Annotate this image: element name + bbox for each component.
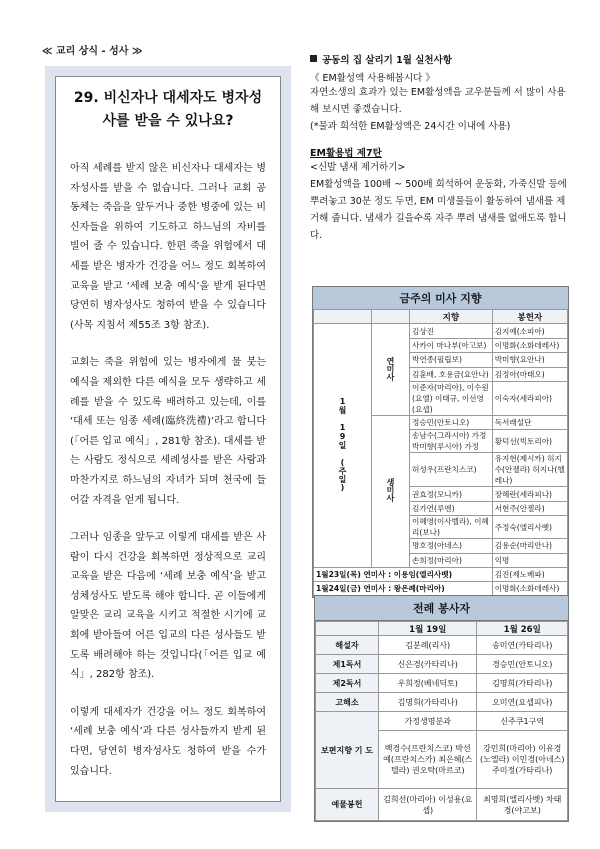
table-header-row bbox=[316, 622, 568, 636]
role-cell: 예물봉헌 bbox=[316, 789, 379, 821]
qa-title: 29. 비신자나 대세자도 병자성사를 받을 수 있나요? bbox=[73, 90, 263, 129]
type-header bbox=[372, 310, 410, 324]
table-row bbox=[316, 693, 568, 712]
offerer-cell: 익명 bbox=[492, 553, 567, 567]
server-cell: 오미연(요셉피나) bbox=[477, 693, 568, 712]
intent-cell: 허성우(프란치스코) bbox=[410, 453, 493, 487]
qa-paragraph: 이렇게 대세자가 건강을 어느 정도 회복하여 ‘세례 보충 예식’과 다른 성사들까지 받게 된다면, 당연히 병자성사도 청하여 받을 수가 있습니다. bbox=[70, 706, 266, 777]
offerer-cell: 이숙자(세라피아) bbox=[492, 381, 567, 415]
square-bullet-icon bbox=[310, 55, 317, 62]
role-cell: 제1독서 bbox=[316, 655, 379, 674]
server-cell: 최명희(엘리사벳) 차태경(야고보) bbox=[477, 789, 568, 821]
em-method-subtitle: <신발 냄새 제거하기> bbox=[310, 162, 406, 173]
table-row bbox=[316, 655, 568, 674]
table-row bbox=[316, 712, 568, 731]
em-text: 자연소생의 효과가 있는 EM활성액을 교우분들께 서 많이 사용해 보시면 좋겠습니다. bbox=[310, 87, 566, 115]
server-cell: 우희정(베네딕토) bbox=[379, 674, 477, 693]
group-label-cell: 생미사 bbox=[372, 415, 410, 567]
qa-paragraph: 교회는 죽을 위험에 있는 병자에게 물 붓는 예식을 제외한 다른 예식을 모두 생략하고 세례를 받을 수 있도록 배려하고 있는데, 이를 ‘대세 또는 임종 세례(臨終洗禮)’라고 합니다(「어른 입교 예식」, 281항 참조). 대세를 받는 사람도 정식으로 세례성사를 받은 사람과 마찬가지로 하느님의 자녀가 되며 천국에 들어갈 자격을 얻게 됩니다. bbox=[70, 357, 266, 506]
section-header: ≪ 교리 상식 - 성사 ≫ bbox=[42, 46, 143, 57]
offerer-cell: 주정숙(엘리사벳) bbox=[492, 516, 567, 539]
intent-cell: 김상진 bbox=[410, 324, 493, 338]
role-cell: 해설자 bbox=[316, 636, 379, 655]
offerer-cell: 서현주(안젤라) bbox=[492, 501, 567, 515]
role-header bbox=[316, 622, 379, 636]
em-section bbox=[310, 52, 568, 244]
table-row bbox=[316, 636, 568, 655]
role-cell: 보편지향 기 도 bbox=[316, 712, 379, 789]
server-cell: 김희선(마리아) 이성용(요셉) bbox=[379, 789, 477, 821]
intent-cell: 김훈배, 호용금(요안나) bbox=[410, 367, 493, 381]
offerer-cell: 독서래설단 bbox=[492, 415, 567, 429]
role-cell: 제2독서 bbox=[316, 674, 379, 693]
intent-cell: 정승민(안토니오) bbox=[410, 415, 493, 429]
intent-cell: 박연종(필립보) bbox=[410, 353, 493, 367]
role-cell: 고해소 bbox=[316, 693, 379, 712]
date-header: 1월 26일 bbox=[477, 622, 568, 636]
server-cell: 강민희(마리아) 이유경(노엘라) 이민경(아네스) 주미정(가타리나) bbox=[477, 731, 568, 789]
em-title: 공동의 집 살리기 1월 실천사항 bbox=[322, 55, 452, 66]
table-header-row bbox=[314, 310, 568, 324]
qa-body bbox=[70, 159, 266, 781]
server-cell: 경승민(안토니오) bbox=[477, 655, 568, 674]
em-subtitle: 《 EM활성액 사용해봅시다 》 bbox=[310, 73, 435, 84]
liturgy-box bbox=[314, 595, 569, 822]
offerer-cell: 박미향(요안나) bbox=[492, 353, 567, 367]
table-row bbox=[316, 674, 568, 693]
offerer-cell: 김용순(마리안나) bbox=[492, 539, 567, 553]
extra-intent-cell: 1월24일(금) 연미사 : 왕은례(마리아) bbox=[314, 582, 493, 596]
intent-cell: 이준자(마리아), 이수원(요엘) 이태규, 이선영(요셉) bbox=[410, 381, 493, 415]
liturgy-table bbox=[315, 621, 568, 821]
intent-cell: 이혜영(이사벨라), 이혜리(보나) bbox=[410, 516, 493, 539]
group-label-cell: 연미사 bbox=[372, 324, 410, 416]
qa-paragraph: 아직 세례를 받지 않은 비신자나 대세자는 병자성사를 받을 수 없습니다. 그러나 교회 공동체는 죽음을 앞두거나 중한 병중에 있는 비신자들을 위하여 기도하고 하느님의 자비를 빌어 줄 수 있습니다. 한편 죽을 위험에서 대세를 받은 병자가 건강을 어느 정도 회복하여 교육을 받고 ‘세례 보충 예식’을 받게 된다면 당연히 병자성사도 청하여 받을 수 있습니다(사목 지침서 제55조 3항 참조). bbox=[70, 163, 266, 331]
date-header bbox=[314, 310, 372, 324]
server-cell: 김명희(가타리나) bbox=[379, 693, 477, 712]
group-cell: 가정생명분과 bbox=[379, 712, 477, 731]
offerer-cell: 김지예(소피아) bbox=[492, 324, 567, 338]
offerer-cell: 장혜란(세라피나) bbox=[492, 487, 567, 501]
offerer-cell: 황덕선(빅토리아) bbox=[492, 430, 567, 453]
offerer-cell: 김정아(마태오) bbox=[492, 367, 567, 381]
server-cell: 신은경(카타리나) bbox=[379, 655, 477, 674]
em-method-title: EM활용법 제7탄 bbox=[310, 148, 382, 159]
em-method-text: EM활성액을 100배 ~ 500배 희석하여 운동화, 가죽신발 등에 뿌려놓고 30분 정도 두면, EM 미생물들이 활동하여 냄새를 제거해 줍니다. 냄새가 길을수록 자주 뿌려 냄새를 없애도록 합니다. bbox=[310, 179, 567, 241]
intent-cell: 명호정(아네스) bbox=[410, 539, 493, 553]
offerer-cell: 김진(제노베파) bbox=[492, 567, 567, 581]
server-cell: 백경수(프란치스코) 박선예(프란치스카) 최은혜(스텔라) 권오탁(마르코) bbox=[379, 731, 477, 789]
intent-cell: 권효정(모니카) bbox=[410, 487, 493, 501]
intent-header: 지향 bbox=[410, 310, 493, 324]
server-cell: 송미연(카타리나) bbox=[477, 636, 568, 655]
em-note: (*물과 희석한 EM활성액은 24시간 이내에 사용) bbox=[310, 121, 511, 132]
offerer-cell: 이명화(소화데레사) bbox=[492, 338, 567, 352]
offerer-header: 봉헌자 bbox=[492, 310, 567, 324]
mass-title: 금주의 미사 지향 bbox=[313, 287, 568, 309]
table-row bbox=[314, 324, 568, 338]
table-row bbox=[316, 789, 568, 821]
offerer-cell: 유지현(제시카) 허지수(안젤라) 허지나(헬레나) bbox=[492, 453, 567, 487]
offerer-cell: 이명화(소화데레사) bbox=[492, 582, 567, 596]
table-row bbox=[314, 567, 568, 581]
intent-cell: 김가연(루엔) bbox=[410, 501, 493, 515]
intent-cell: 손희정(마리아) bbox=[410, 553, 493, 567]
qa-inner bbox=[55, 76, 281, 802]
intent-cell: 송남수(그라시아) 가정 박미향(루시아) 가정 bbox=[410, 430, 493, 453]
em-title-row bbox=[310, 52, 568, 66]
qa-paragraph: 그러나 임종을 앞두고 이렇게 대세를 받은 사람이 다시 건강을 회복하면 정상적으로 교리 교육을 받은 다음에 ‘세례 보충 예식’을 받고 성체성사도 받도록 해야 합니다. 곧 이들에게 알맞은 교리 교육을 시키고 적절한 시기에 교회에 받아들여 어른 입교의 다른 성사들도 받도록 배려해야 하는 것입니다(「어른 입교 예식」, 282항 참조). bbox=[70, 532, 266, 681]
qa-panel bbox=[45, 66, 291, 812]
date-header: 1월 19일 bbox=[379, 622, 477, 636]
mass-intentions-box bbox=[312, 286, 569, 598]
liturgy-title: 전례 봉사자 bbox=[315, 596, 568, 621]
server-cell: 김명희(가타리나) bbox=[477, 674, 568, 693]
intent-cell: 사카이 마나부(아고보) bbox=[410, 338, 493, 352]
group-cell: 신주쿠1구역 bbox=[477, 712, 568, 731]
date-cell: 1월 19일 (주일) bbox=[314, 324, 372, 568]
server-cell: 김분례(리사) bbox=[379, 636, 477, 655]
extra-intent-cell: 1월23일(목) 연미사 : 이용임(엘리사벳) bbox=[314, 567, 493, 581]
mass-table bbox=[313, 309, 568, 597]
